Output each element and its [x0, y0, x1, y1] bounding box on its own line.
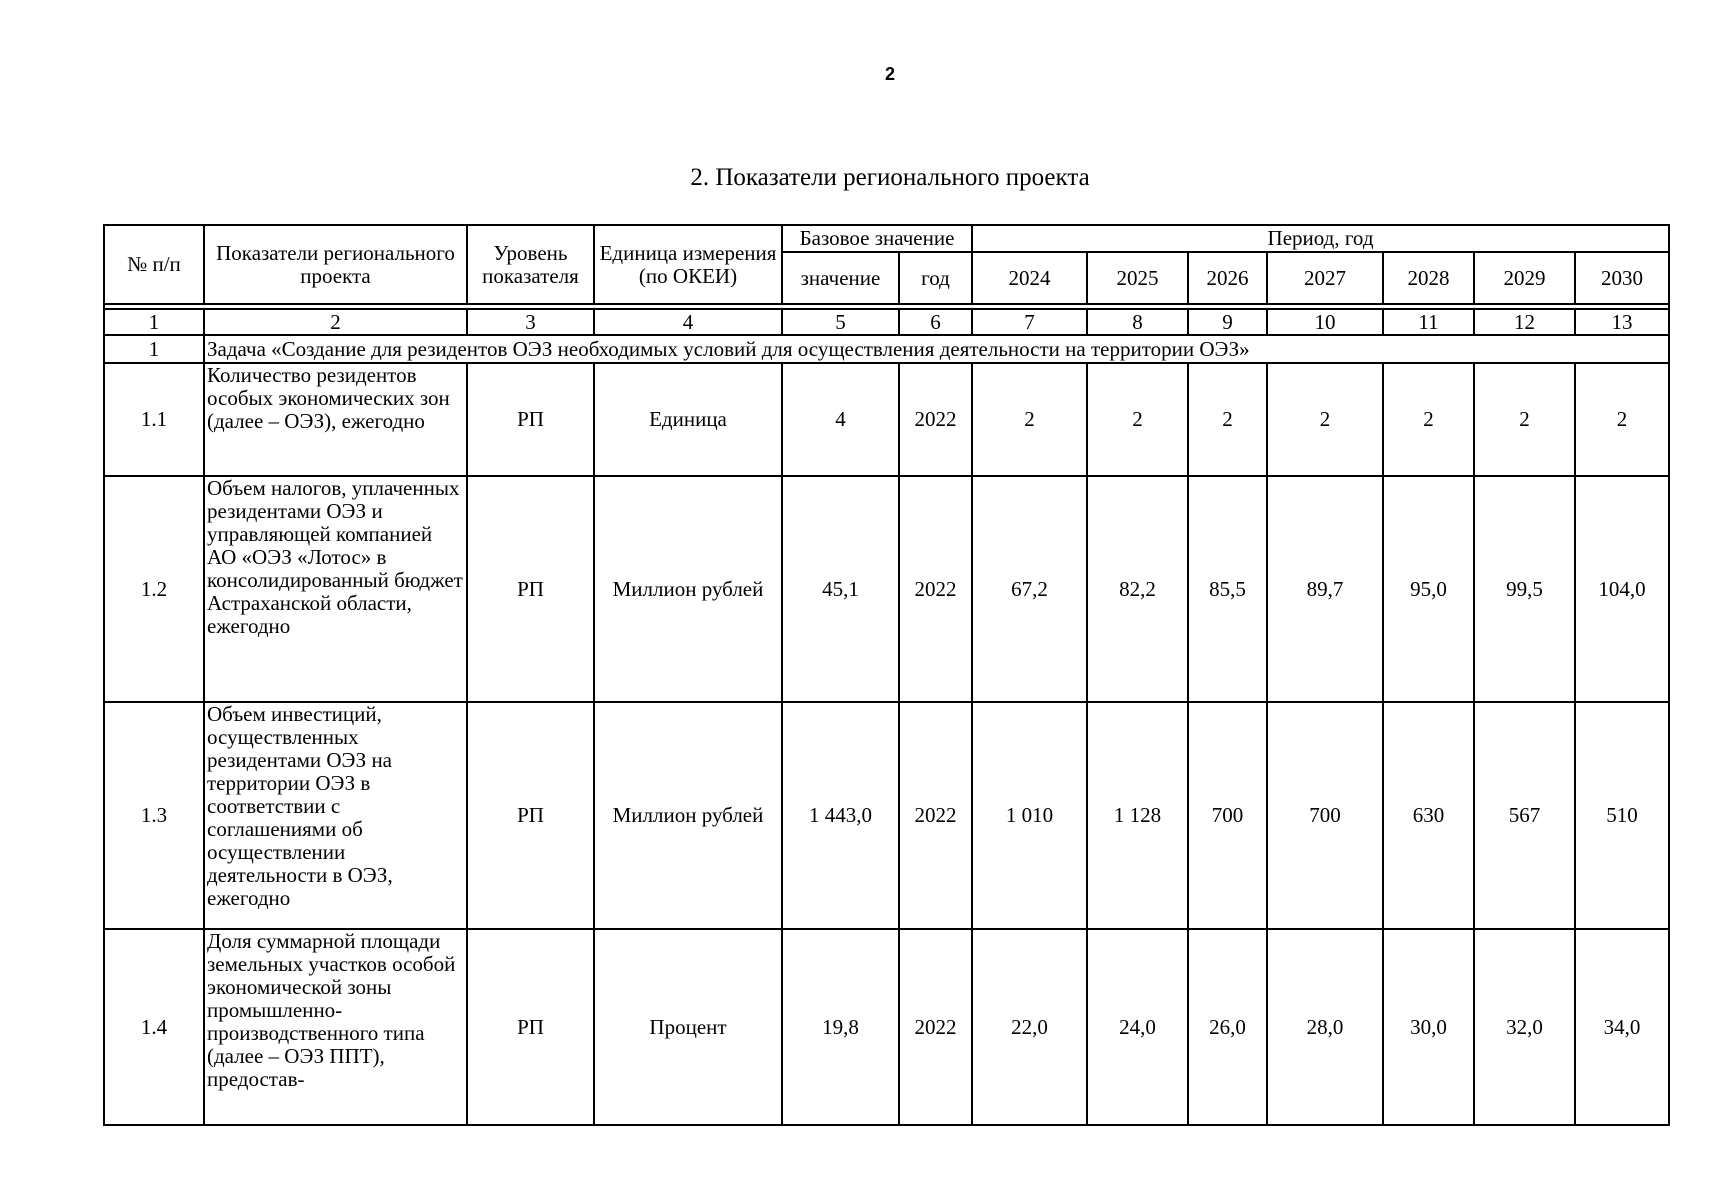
header-year: 2026 [1188, 252, 1267, 304]
row-value: 1 128 [1087, 702, 1188, 929]
row-value: 67,2 [972, 476, 1087, 702]
row-num: 1.1 [104, 363, 204, 476]
row-value: 567 [1474, 702, 1575, 929]
row-indicator: Объем инвестиций, осуществленных резидентами ОЭЗ на территории ОЭЗ в соответствии с соглашениями об осуществлении деятельности в ОЭЗ, ежегодно [204, 702, 467, 929]
row-level: РП [467, 363, 594, 476]
header-year: 2030 [1575, 252, 1669, 304]
column-numbers-row [104, 309, 1669, 335]
header-level: Уровень показателя [467, 225, 594, 304]
row-value: 104,0 [1575, 476, 1669, 702]
header-year: 2025 [1087, 252, 1188, 304]
column-number: 6 [899, 309, 972, 335]
row-base-value: 4 [782, 363, 899, 476]
row-base-year: 2022 [899, 929, 972, 1125]
header-unit: Единица измерения (по ОКЕИ) [594, 225, 782, 304]
row-unit: Миллион рублей [594, 476, 782, 702]
row-value: 32,0 [1474, 929, 1575, 1125]
row-base-value: 45,1 [782, 476, 899, 702]
row-indicator: Объем налогов, уплаченных резидентами ОЭЗ и управляющей компанией АО «ОЭЗ «Лотос» в консолидированный бюджет Астраханской области, ежегодно [204, 476, 467, 702]
row-value: 89,7 [1267, 476, 1383, 702]
row-indicator: Количество резидентов особых экономических зон (далее – ОЭЗ), ежегодно [204, 363, 467, 476]
row-value: 24,0 [1087, 929, 1188, 1125]
indicators-table [103, 224, 1670, 1126]
row-value: 700 [1188, 702, 1267, 929]
row-base-year: 2022 [899, 702, 972, 929]
column-number: 9 [1188, 309, 1267, 335]
column-number: 4 [594, 309, 782, 335]
header-row-1 [104, 225, 1669, 252]
page-number: 2 [884, 64, 895, 84]
row-value: 2 [1474, 363, 1575, 476]
header-base-value: значение [782, 252, 899, 304]
row-value: 85,5 [1188, 476, 1267, 702]
section-title: 2. Показатели регионального проекта [690, 164, 1090, 191]
row-unit: Миллион рублей [594, 702, 782, 929]
header-indicator: Показатели регионального проекта [204, 225, 467, 304]
row-level: РП [467, 702, 594, 929]
row-value: 2 [1575, 363, 1669, 476]
row-base-year: 2022 [899, 363, 972, 476]
table-row [104, 476, 1669, 702]
header-period: Период, год [972, 225, 1669, 252]
column-number: 2 [204, 309, 467, 335]
column-number: 8 [1087, 309, 1188, 335]
table-row [104, 929, 1669, 1125]
header-num: № п/п [104, 225, 204, 304]
row-unit: Процент [594, 929, 782, 1125]
row-value: 2 [1383, 363, 1474, 476]
row-num: 1.4 [104, 929, 204, 1125]
column-number: 3 [467, 309, 594, 335]
row-value: 82,2 [1087, 476, 1188, 702]
column-number: 12 [1474, 309, 1575, 335]
row-base-value: 1 443,0 [782, 702, 899, 929]
row-indicator: Доля суммарной площади земельных участков особой экономической зоны промышленно-производственного типа (далее – ОЭЗ ППТ), предостав- [204, 929, 467, 1125]
column-number: 13 [1575, 309, 1669, 335]
row-base-year: 2022 [899, 476, 972, 702]
row-value: 99,5 [1474, 476, 1575, 702]
row-value: 34,0 [1575, 929, 1669, 1125]
table-row [104, 702, 1669, 929]
column-number: 10 [1267, 309, 1383, 335]
row-level: РП [467, 929, 594, 1125]
row-value: 26,0 [1188, 929, 1267, 1125]
row-value: 2 [1267, 363, 1383, 476]
row-base-value: 19,8 [782, 929, 899, 1125]
task-row [104, 335, 1669, 363]
row-value: 22,0 [972, 929, 1087, 1125]
table-row [104, 363, 1669, 476]
row-value: 28,0 [1267, 929, 1383, 1125]
row-num: 1.3 [104, 702, 204, 929]
row-num: 1.2 [104, 476, 204, 702]
header-year: 2024 [972, 252, 1087, 304]
column-number: 11 [1383, 309, 1474, 335]
column-number: 5 [782, 309, 899, 335]
row-level: РП [467, 476, 594, 702]
header-year: 2029 [1474, 252, 1575, 304]
row-value: 700 [1267, 702, 1383, 929]
row-value: 2 [1188, 363, 1267, 476]
row-value: 95,0 [1383, 476, 1474, 702]
task-num: 1 [104, 335, 204, 363]
column-number: 7 [972, 309, 1087, 335]
row-value: 30,0 [1383, 929, 1474, 1125]
task-text: Задача «Создание для резидентов ОЭЗ необходимых условий для осуществления деятельности на территории ОЭЗ» [204, 335, 1669, 363]
row-value: 510 [1575, 702, 1669, 929]
header-year: 2027 [1267, 252, 1383, 304]
row-value: 630 [1383, 702, 1474, 929]
header-base: Базовое значение [782, 225, 972, 252]
header-year: 2028 [1383, 252, 1474, 304]
row-value: 2 [972, 363, 1087, 476]
row-unit: Единица [594, 363, 782, 476]
header-base-year: год [899, 252, 972, 304]
row-value: 2 [1087, 363, 1188, 476]
row-value: 1 010 [972, 702, 1087, 929]
column-number: 1 [104, 309, 204, 335]
